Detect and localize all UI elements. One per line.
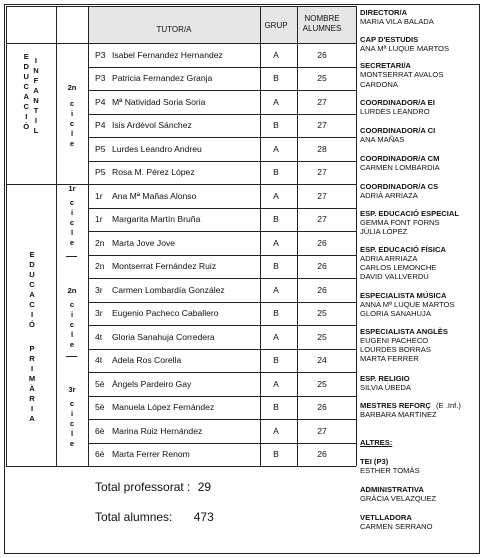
musica-title: ESPECIALISTA MÚSICA	[360, 291, 447, 300]
table-row-grup: A	[273, 284, 279, 295]
musica-name-2: GLORIA SANAHUJA	[360, 309, 431, 318]
tei-title: TEI (P3)	[360, 457, 389, 466]
table-row-alumnes: 25	[317, 331, 327, 342]
table-border	[6, 6, 7, 466]
table-row-tutor: Àngels Pardeiro Gay	[112, 378, 192, 389]
table-row-tutor: Adela Ros Corella	[112, 355, 182, 366]
angles-name-2: LOURDES BORRAS	[360, 345, 431, 354]
table-row-alumnes: 24	[317, 355, 327, 366]
table-row-tutor: Montserrat Fernández Ruiz	[112, 261, 217, 272]
table-row-course: 1r	[95, 190, 103, 201]
table-row-grup: B	[273, 402, 279, 413]
table-row-grup: A	[273, 143, 279, 154]
secretaria-name: MONTSERRAT AVALOS	[360, 70, 444, 79]
header-tutor: TUTOR/A	[156, 25, 192, 34]
table-row-tutor: Lurdes Leandro Andreu	[112, 143, 202, 154]
stage-infantil-col2: I N F A N T I L	[33, 56, 39, 135]
row-separator	[88, 325, 356, 326]
secretaria-name-2: CARDONA	[360, 80, 398, 89]
table-row-tutor: Carmen Lombardía González	[112, 284, 225, 295]
table-row-grup: B	[273, 308, 279, 319]
table-row-course: 4t	[95, 331, 103, 342]
coord-cs-name: ADRIÀ ARRIAZA	[360, 191, 418, 200]
table-row-grup: A	[273, 378, 279, 389]
director-name: MARIA VILA BALADA	[360, 17, 434, 26]
table-row-alumnes: 27	[317, 120, 327, 131]
column-line	[356, 6, 357, 466]
row-separator	[88, 372, 356, 373]
table-border	[6, 6, 356, 7]
cycle-2n-infantil: 2n c i c l e	[67, 83, 77, 148]
table-row-grup: B	[273, 355, 279, 366]
secretaria-title: SECRETARI/A	[360, 61, 411, 70]
table-row-alumnes: 25	[317, 73, 327, 84]
table-row-course: 2n	[95, 237, 105, 248]
angles-title: ESPECIALISTA ANGLÈS	[360, 327, 448, 336]
angles-name: EUGENI PACHECO	[360, 336, 429, 345]
stage-infantil-col1: E D U C A C I Ó	[23, 52, 30, 131]
ef-name-3: DAVID VALLVERDÚ	[360, 272, 429, 281]
table-border	[6, 466, 356, 467]
table-row-course: 1r	[95, 214, 103, 225]
cycle-2n: 2n c i c l e	[67, 286, 77, 349]
row-separator	[88, 396, 356, 397]
row-separator	[88, 90, 356, 91]
coord-cm-title: COORDINADOR/A CM	[360, 154, 440, 163]
table-row-grup: B	[273, 214, 279, 225]
column-line	[88, 6, 89, 466]
ef-name-2: CARLOS LEMONCHE	[360, 263, 437, 272]
row-separator	[88, 302, 356, 303]
ef-name: ADRIA ARRIAZA	[360, 254, 418, 263]
table-row-tutor: Marina Ruiz Hernández	[112, 425, 203, 436]
cycle-separator	[66, 356, 77, 357]
table-row-alumnes: 26	[317, 284, 327, 295]
table-row-tutor: Marta Ferrer Renom	[112, 449, 190, 460]
table-row-tutor: Marta Jove Jove	[112, 237, 176, 248]
row-separator	[88, 443, 356, 444]
administrativa-name: GRÀCIA VELAZQUEZ	[360, 494, 436, 503]
reforc-title-suffix: (E .Inf.)	[436, 401, 461, 410]
ef-title: ESP. EDUCACIÓ FÍSICA	[360, 245, 446, 254]
table-row-tutor: Gloria Sanahuja Corredera	[112, 331, 215, 342]
table-row-grup: A	[273, 49, 279, 60]
coord-cs-title: COORDINADOR/A CS	[360, 182, 439, 191]
row-separator	[88, 349, 356, 350]
row-separator	[88, 67, 356, 68]
table-row-course: P5	[95, 167, 106, 178]
ee-name-2: JÚLIA LÓPEZ	[360, 227, 408, 236]
table-row-alumnes: 27	[317, 190, 327, 201]
header-grup: GRUP	[264, 21, 288, 30]
stage-infantil-label	[19, 52, 43, 136]
table-row-tutor: Isis Ardèvol Sánchez	[112, 120, 192, 131]
row-separator	[88, 114, 356, 115]
coord-ei-name: LURDES LEANDRO	[360, 107, 430, 116]
table-row-grup: A	[273, 331, 279, 342]
row-separator	[88, 231, 356, 232]
table-row-course: P4	[95, 96, 106, 107]
table-row-course: P3	[95, 49, 106, 60]
administrativa-title: ADMINISTRATIVA	[360, 485, 424, 494]
religio-name: SILVIA ÚBEDA	[360, 383, 411, 392]
coord-cm-name: CARMEN LOMBARDIA	[360, 163, 440, 172]
table-row-course: 3r	[95, 284, 103, 295]
table-row-course: 6è	[95, 425, 105, 436]
table-row-course: 4t	[95, 355, 103, 366]
tei-name: ESTHER TOMÀS	[360, 466, 420, 475]
table-row-tutor: Ana Mª Mañas Alonso	[112, 190, 197, 201]
cycle-1r: 1r c i c l e	[68, 184, 76, 247]
table-row-alumnes: 27	[317, 167, 327, 178]
table-row-grup: B	[273, 449, 279, 460]
religio-title: ESP. RELIGIO	[360, 374, 410, 383]
table-row-grup: B	[273, 73, 279, 84]
reforc-title	[360, 401, 461, 410]
table-row-alumnes: 26	[317, 449, 327, 460]
table-row-course: 3r	[95, 308, 103, 319]
director-title: DIRECTOR/A	[360, 8, 408, 17]
total-professorat-label: Total professorat :	[95, 480, 191, 494]
table-row-alumnes: 26	[317, 237, 327, 248]
total-professorat	[95, 480, 211, 494]
total-alumnes-label: Total alumnes:	[95, 510, 173, 524]
table-row-course: 2n	[95, 261, 105, 272]
table-row-alumnes: 27	[317, 214, 327, 225]
table-row-tutor: Eugenio Pacheco Caballero	[112, 308, 219, 319]
row-separator	[88, 419, 356, 420]
table-row-grup: B	[273, 120, 279, 131]
reforc-title-text: MESTRES REFORÇ	[360, 401, 431, 410]
cycle-separator	[66, 256, 77, 257]
table-row-tutor: Rosa M. Pérez López	[112, 167, 195, 178]
reforc-name: BARBARA MARTINEZ	[360, 410, 437, 419]
vetlladora-title: VETLLADORA	[360, 513, 412, 522]
table-row-tutor: Margarita Martín Bruña	[112, 214, 201, 225]
cycle-3r: 3r c i c l e	[68, 385, 76, 448]
table-row-grup: A	[273, 237, 279, 248]
angles-name-3: MARTA FERRER	[360, 354, 419, 363]
table-row-grup: A	[273, 96, 279, 107]
column-line	[56, 6, 57, 466]
musica-name: ANNA Mª LUQUE MARTOS	[360, 300, 455, 309]
table-row-course: P5	[95, 143, 106, 154]
ee-name: GEMMA FONT FORNS	[360, 218, 440, 227]
table-row-course: P4	[95, 120, 106, 131]
table-row-grup: A	[273, 190, 279, 201]
table-row-course: 5è	[95, 402, 105, 413]
table-row-alumnes: 25	[317, 378, 327, 389]
total-alumnes	[95, 510, 214, 524]
altres-title: ALTRES:	[360, 438, 393, 447]
table-border	[6, 43, 356, 44]
cap-estudis-title: CAP D'ESTUDIS	[360, 35, 419, 44]
total-alumnes-value: 473	[193, 510, 214, 524]
table-row-grup: B	[273, 167, 279, 178]
table-row-alumnes: 26	[317, 402, 327, 413]
table-row-tutor: Manuela López Fernández	[112, 402, 215, 413]
coord-ci-name: ANA MAÑAS	[360, 135, 405, 144]
table-row-alumnes: 26	[317, 261, 327, 272]
table-row-alumnes: 28	[317, 143, 327, 154]
row-separator	[88, 278, 356, 279]
row-separator	[88, 137, 356, 138]
table-row-course: P3	[95, 73, 106, 84]
row-separator	[88, 161, 356, 162]
table-row-alumnes: 25	[317, 308, 327, 319]
table-row-tutor: Isabel Fernandez Hernandez	[112, 49, 223, 60]
stage-primaria-label: E D U C A C I Ó P R I M À R I A	[28, 250, 36, 423]
ee-title: ESP. EDUCACIÓ ESPECIAL	[360, 209, 460, 218]
table-row-tutor: Patricia Fernandez Granja	[112, 73, 213, 84]
table-row-grup: B	[273, 261, 279, 272]
table-row-grup: A	[273, 425, 279, 436]
table-row-alumnes: 27	[317, 96, 327, 107]
vetlladora-name: CARMEN SERRANO	[360, 522, 433, 531]
table-row-course: 6è	[95, 449, 105, 460]
stage-separator	[6, 184, 88, 185]
row-separator	[88, 255, 356, 256]
coord-ei-title: COORDINADOR/A EI	[360, 98, 435, 107]
row-separator	[88, 208, 356, 209]
coord-ci-title: COORDINADOR/A CI	[360, 126, 436, 135]
total-professorat-value: 29	[197, 480, 212, 494]
table-row-alumnes: 27	[317, 425, 327, 436]
row-separator	[88, 184, 356, 185]
table-row-tutor: Mª Natividad Soria Soria	[112, 96, 206, 107]
cap-estudis-name: ANA Mª LUQUE MARTOS	[360, 44, 450, 53]
table-row-alumnes: 26	[317, 49, 327, 60]
header-alumnes: NOMBRE ALUMNES	[302, 14, 342, 33]
table-row-course: 5è	[95, 378, 105, 389]
